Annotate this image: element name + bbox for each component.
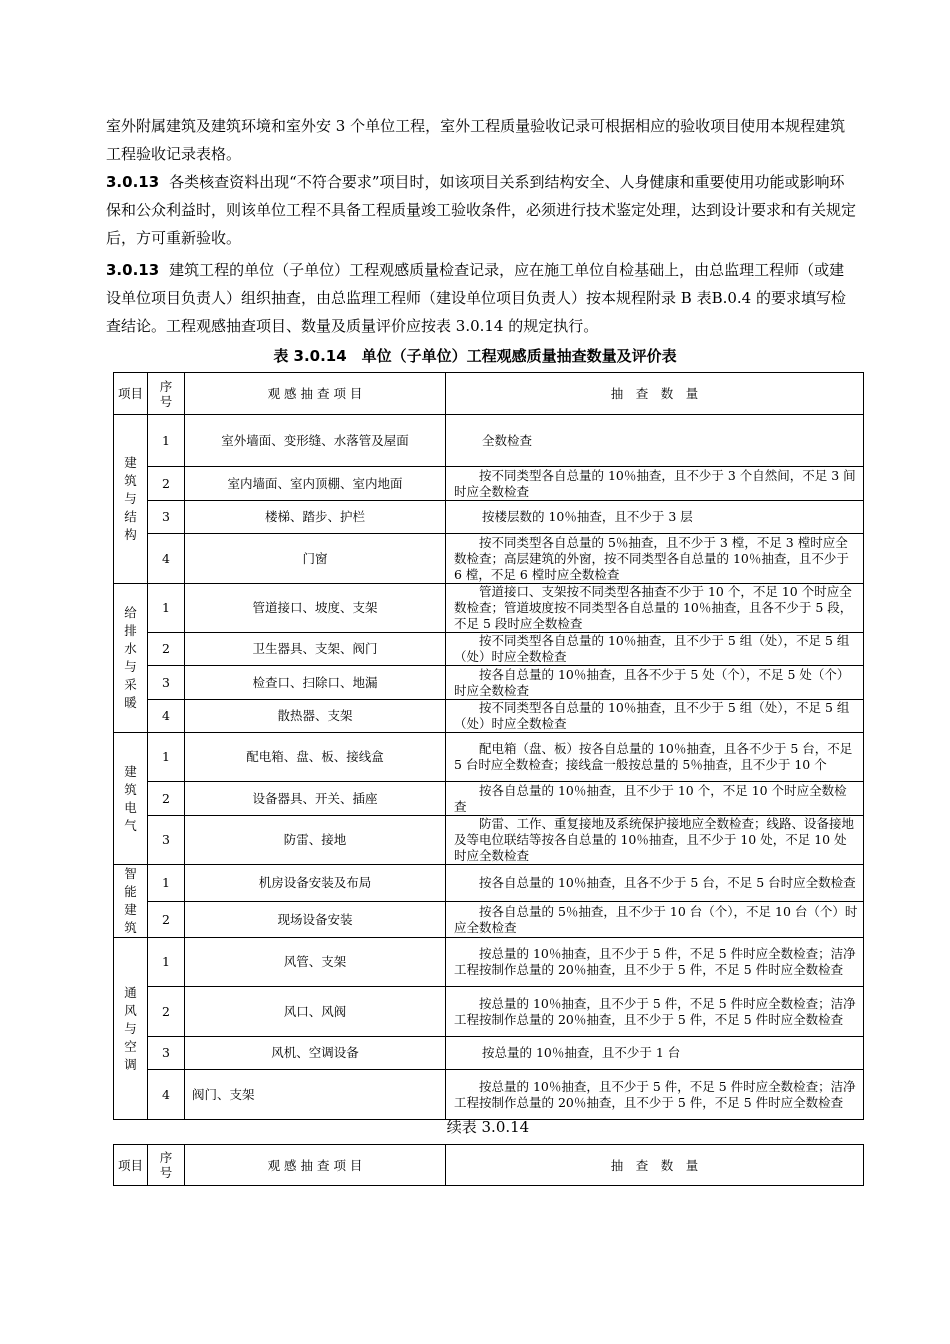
table-header-row: [114, 373, 864, 415]
row-no: 1: [148, 584, 185, 633]
header-category: 项目: [114, 1145, 148, 1186]
row-no: 1: [148, 415, 185, 467]
row-item: 楼梯、踏步、护栏: [185, 501, 446, 534]
table-row: [114, 1037, 864, 1070]
inspection-table: [113, 372, 864, 1120]
table-row: [114, 415, 864, 467]
row-qty: 按总量的 10％抽查，且不少于 5 件，不足 5 件时应全数检查；洁净工程按制作总量的 20％抽查，且不少于 5 件，不足 5 件时应全数检查: [446, 1070, 864, 1120]
row-no: 2: [148, 467, 185, 501]
category-cell: 智能建筑: [114, 865, 148, 938]
row-item: 卫生器具、支架、阀门: [185, 633, 446, 666]
row-qty: 按各自总量的 5％抽查，且不少于 10 台（个），不足 10 台（个）时应全数检查: [446, 902, 864, 938]
header-item: 观 感 抽 查 项 目: [185, 1145, 446, 1186]
category-cell: 通风与空调: [114, 938, 148, 1120]
row-item: 机房设备安装及布局: [185, 865, 446, 902]
paragraph-3-text: 建筑工程的单位（子单位）工程观感质量检查记录，应在施工单位自检基础上，由总监理工程师（或建设单位项目负责人）组织抽查，由总监理工程师（建设单位项目负责人）按本规程附录 B 表B.0.4 的要求填写检查结论。工程观感抽查项目、数量及质量评价应按表 3.0.14 的规定执行。: [106, 261, 846, 335]
paragraph-2-text: 各类核查资料出现“不符合要求”项目时，如该项目关系到结构安全、人身健康和重要使用功能或影响环保和公众利益时，则该单位工程不具备工程质量竣工验收条件，必须进行技术鉴定处理，达到设计要求和有关规定后，方可重新验收。: [106, 173, 857, 247]
row-item: 风机、空调设备: [185, 1037, 446, 1070]
row-qty: 按不同类型各自总量的 10％抽查，且不少于 5 组（处），不足 5 组（处）时应全数检查: [446, 700, 864, 733]
paragraph-2: [106, 168, 858, 252]
row-item: 风口、风阀: [185, 987, 446, 1037]
table-row: [114, 534, 864, 584]
table-row: [114, 584, 864, 633]
header-no: 序号: [148, 1145, 185, 1186]
row-qty: 按各自总量的 10％抽查，且各不少于 5 处（个），不足 5 处（个）时应全数检查: [446, 666, 864, 700]
table-row: [114, 1070, 864, 1120]
table-row: [114, 733, 864, 782]
row-qty: 配电箱（盘、板）按各自总量的 10％抽查，且各不少于 5 台，不足 5 台时应全数检查；接线盒一般按总量的 5％抽查，且不少于 10 个: [446, 733, 864, 782]
row-no: 2: [148, 902, 185, 938]
row-item: 管道接口、坡度、支架: [185, 584, 446, 633]
row-no: 4: [148, 534, 185, 584]
table-row: [114, 782, 864, 816]
row-no: 3: [148, 816, 185, 865]
row-no: 3: [148, 501, 185, 534]
row-qty: 按各自总量的 10％抽查，且各不少于 5 台，不足 5 台时应全数检查: [446, 865, 864, 902]
table-row: [114, 902, 864, 938]
row-no: 4: [148, 700, 185, 733]
continued-caption: 续表 3.0.14: [446, 1118, 530, 1136]
row-qty: 按不同类型各自总量的 10％抽查，且不少于 3 个自然间，不足 3 间时应全数检查: [446, 467, 864, 501]
header-qty: 抽 查 数 量: [446, 373, 864, 415]
row-qty: 按楼层数的 10％抽查，且不少于 3 层: [446, 501, 864, 534]
row-item: 门窗: [185, 534, 446, 584]
table-row: [114, 633, 864, 666]
row-no: 2: [148, 782, 185, 816]
row-qty: 按总量的 10％抽查，且不少于 1 台: [446, 1037, 864, 1070]
continued-table: [113, 1144, 864, 1186]
header-qty: 抽 查 数 量: [446, 1145, 864, 1186]
row-qty: 按不同类型各自总量的 10％抽查，且不少于 5 组（处），不足 5 组（处）时应全数检查: [446, 633, 864, 666]
row-qty: 按各自总量的 10％抽查，且不少于 10 个，不足 10 个时应全数检查: [446, 782, 864, 816]
row-item: 室内墙面、室内顶棚、室内地面: [185, 467, 446, 501]
table-row: [114, 666, 864, 700]
table-header-row: [114, 1145, 864, 1186]
row-qty: 按不同类型各自总量的 5％抽查，且不少于 3 樘，不足 3 樘时应全数检查；高层建筑的外窗，按不同类型各自总量的 10％抽查，且不少于 6 樘，不足 6 樘时应全数检查: [446, 534, 864, 584]
row-item: 检查口、扫除口、地漏: [185, 666, 446, 700]
row-item: 风管、支架: [185, 938, 446, 987]
row-qty: 管道接口、支架按不同类型各抽查不少于 10 个，不足 10 个时应全数检查；管道坡度按不同类型各自总量的 10％抽查，且各不少于 5 段，不足 5 段时应全数检查: [446, 584, 864, 633]
table-row: [114, 467, 864, 501]
row-item: 现场设备安装: [185, 902, 446, 938]
row-item: 配电箱、盘、板、接线盒: [185, 733, 446, 782]
row-item: 防雷、接地: [185, 816, 446, 865]
table-row: [114, 865, 864, 902]
paragraph-3: [106, 256, 858, 340]
table-row: [114, 987, 864, 1037]
table-row: [114, 700, 864, 733]
row-qty: 防雷、工作、重复接地及系统保护接地应全数检查；线路、设备接地及等电位联结等按各自总量的 10％抽查，且不少于 10 处，不足 10 处时应全数检查: [446, 816, 864, 865]
clause-number: 3.0.13: [106, 261, 160, 279]
row-qty: 按总量的 10％抽查，且不少于 5 件，不足 5 件时应全数检查；洁净工程按制作总量的 20％抽查，且不少于 5 件，不足 5 件时应全数检查: [446, 987, 864, 1037]
header-no: 序号: [148, 373, 185, 415]
row-no: 1: [148, 938, 185, 987]
header-category: 项目: [114, 373, 148, 415]
row-item: 室外墙面、变形缝、水落管及屋面: [185, 415, 446, 467]
row-no: 3: [148, 666, 185, 700]
row-no: 4: [148, 1070, 185, 1120]
header-item: 观 感 抽 查 项 目: [185, 373, 446, 415]
row-item: 设备器具、开关、插座: [185, 782, 446, 816]
row-no: 3: [148, 1037, 185, 1070]
category-cell: 建筑电气: [114, 733, 148, 865]
table-caption: 表 3.0.14 单位（子单位）工程观感质量抽查数量及评价表: [273, 347, 677, 365]
table-row: [114, 501, 864, 534]
paragraph-1: [106, 112, 858, 168]
category-cell: 建筑与结构: [114, 415, 148, 584]
row-no: 2: [148, 633, 185, 666]
row-qty: 全数检查: [446, 415, 864, 467]
category-cell: 给排水与采暖: [114, 584, 148, 733]
row-item: 散热器、支架: [185, 700, 446, 733]
table-row: [114, 938, 864, 987]
row-no: 2: [148, 987, 185, 1037]
row-qty: 按总量的 10％抽查，且不少于 5 件，不足 5 件时应全数检查；洁净工程按制作总量的 20％抽查，且不少于 5 件，不足 5 件时应全数检查: [446, 938, 864, 987]
clause-number: 3.0.13: [106, 173, 160, 191]
table-row: [114, 816, 864, 865]
paragraph-1-text: 室外附属建筑及建筑环境和室外安 3 个单位工程，室外工程质量验收记录可根据相应的验收项目使用本规程建筑工程验收记录表格。: [106, 117, 846, 163]
row-no: 1: [148, 865, 185, 902]
row-no: 1: [148, 733, 185, 782]
row-item: 阀门、支架: [185, 1070, 446, 1120]
